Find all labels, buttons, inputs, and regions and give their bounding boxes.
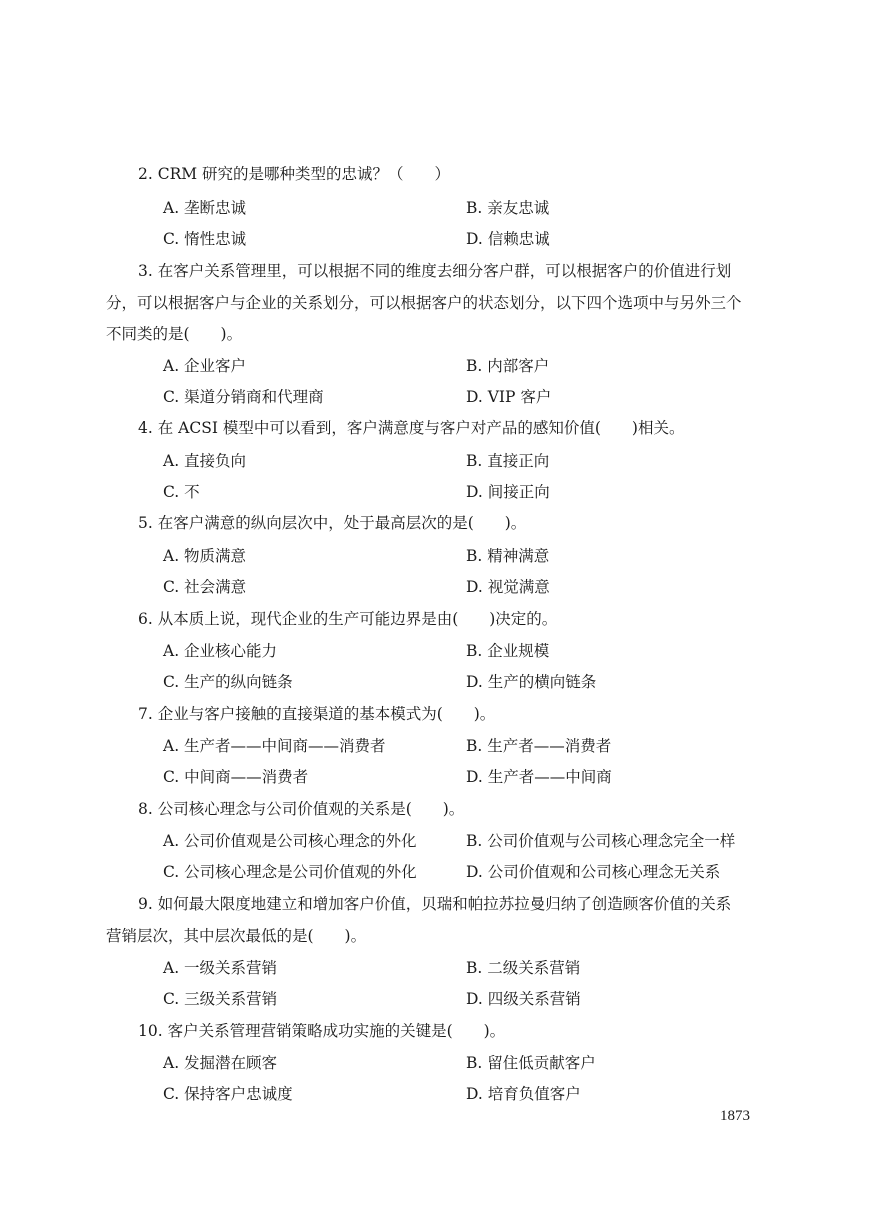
question-9-option-c: C. 三级关系营销: [163, 990, 278, 1008]
question-3-stem-line-2: 分，可以根据客户与企业的关系划分，可以根据客户的状态划分，以下四个选项中与另外三个: [106, 294, 742, 312]
question-10-option-d: D. 培育负值客户: [466, 1085, 581, 1103]
question-4-stem-line-1: 4. 在 ACSI 模型中可以看到，客户满意度与客户对产品的感知价值( )相关。: [138, 419, 685, 437]
question-5-option-a: A. 物质满意: [163, 547, 247, 565]
question-2-option-a: A. 垄断忠诚: [163, 199, 247, 217]
question-7-option-c: C. 中间商——消费者: [163, 768, 309, 786]
question-4-option-c: C. 不: [163, 483, 200, 501]
question-3-stem-line-3: 不同类的是( )。: [106, 325, 243, 343]
question-3-option-d: D. VIP 客户: [466, 388, 552, 406]
question-10-stem-line-1: 10. 客户关系管理营销策略成功实施的关键是( )。: [138, 1022, 506, 1040]
question-2-option-d: D. 信赖忠诚: [466, 230, 550, 248]
question-7-option-b: B. 生产者——消费者: [466, 737, 612, 755]
question-8-option-d: D. 公司价值观和公司核心理念无关系: [466, 863, 721, 881]
question-5-stem-line-1: 5. 在客户满意的纵向层次中，处于最高层次的是( )。: [138, 514, 527, 532]
question-7-option-a: A. 生产者——中间商——消费者: [163, 737, 386, 755]
question-8-option-c: C. 公司核心理念是公司价值观的外化: [163, 863, 417, 881]
question-5-option-c: C. 社会满意: [163, 578, 247, 596]
question-8-option-a: A. 公司价值观是公司核心理念的外化: [163, 832, 417, 850]
question-8-stem-line-1: 8. 公司核心理念与公司价值观的关系是( )。: [138, 800, 465, 818]
page-number: 1873: [720, 1108, 750, 1124]
question-10-option-c: C. 保持客户忠诚度: [163, 1085, 293, 1103]
question-4-option-d: D. 间接正向: [466, 483, 550, 501]
question-7-stem-line-1: 7. 企业与客户接触的直接渠道的基本模式为( )。: [138, 705, 496, 723]
question-9-stem-line-1: 9. 如何最大限度地建立和增加客户价值，贝瑞和帕拉苏拉曼归纳了创造顾客价值的关系: [138, 895, 732, 913]
question-6-option-a: A. 企业核心能力: [163, 642, 278, 660]
question-6-option-d: D. 生产的横向链条: [466, 673, 597, 691]
question-4-option-b: B. 直接正向: [466, 452, 550, 470]
question-2-option-b: B. 亲友忠诚: [466, 199, 550, 217]
question-2-option-c: C. 惰性忠诚: [163, 230, 247, 248]
question-9-stem-line-2: 营销层次，其中层次最低的是( )。: [106, 927, 367, 945]
question-9-option-d: D. 四级关系营销: [466, 990, 581, 1008]
question-4-option-a: A. 直接负向: [163, 452, 247, 470]
question-10-option-a: A. 发掘潜在顾客: [163, 1054, 278, 1072]
question-3-stem-line-1: 3. 在客户关系管理里，可以根据不同的维度去细分客户群，可以根据客户的价值进行划: [138, 262, 732, 280]
question-5-option-b: B. 精神满意: [466, 547, 550, 565]
question-6-stem-line-1: 6. 从本质上说，现代企业的生产可能边界是由( )决定的。: [138, 610, 558, 628]
question-10-option-b: B. 留住低贡献客户: [466, 1054, 596, 1072]
question-6-option-b: B. 企业规模: [466, 642, 550, 660]
question-7-option-d: D. 生产者——中间商: [466, 768, 612, 786]
question-3-option-c: C. 渠道分销商和代理商: [163, 388, 324, 406]
question-3-option-a: A. 企业客户: [163, 357, 247, 375]
question-3-option-b: B. 内部客户: [466, 357, 550, 375]
question-2-stem-line-1: 2. CRM 研究的是哪种类型的忠诚？（ ）: [138, 165, 451, 183]
question-6-option-c: C. 生产的纵向链条: [163, 673, 293, 691]
question-9-option-a: A. 一级关系营销: [163, 959, 278, 977]
question-5-option-d: D. 视觉满意: [466, 578, 550, 596]
question-9-option-b: B. 二级关系营销: [466, 959, 581, 977]
question-8-option-b: B. 公司价值观与公司核心理念完全一样: [466, 832, 736, 850]
